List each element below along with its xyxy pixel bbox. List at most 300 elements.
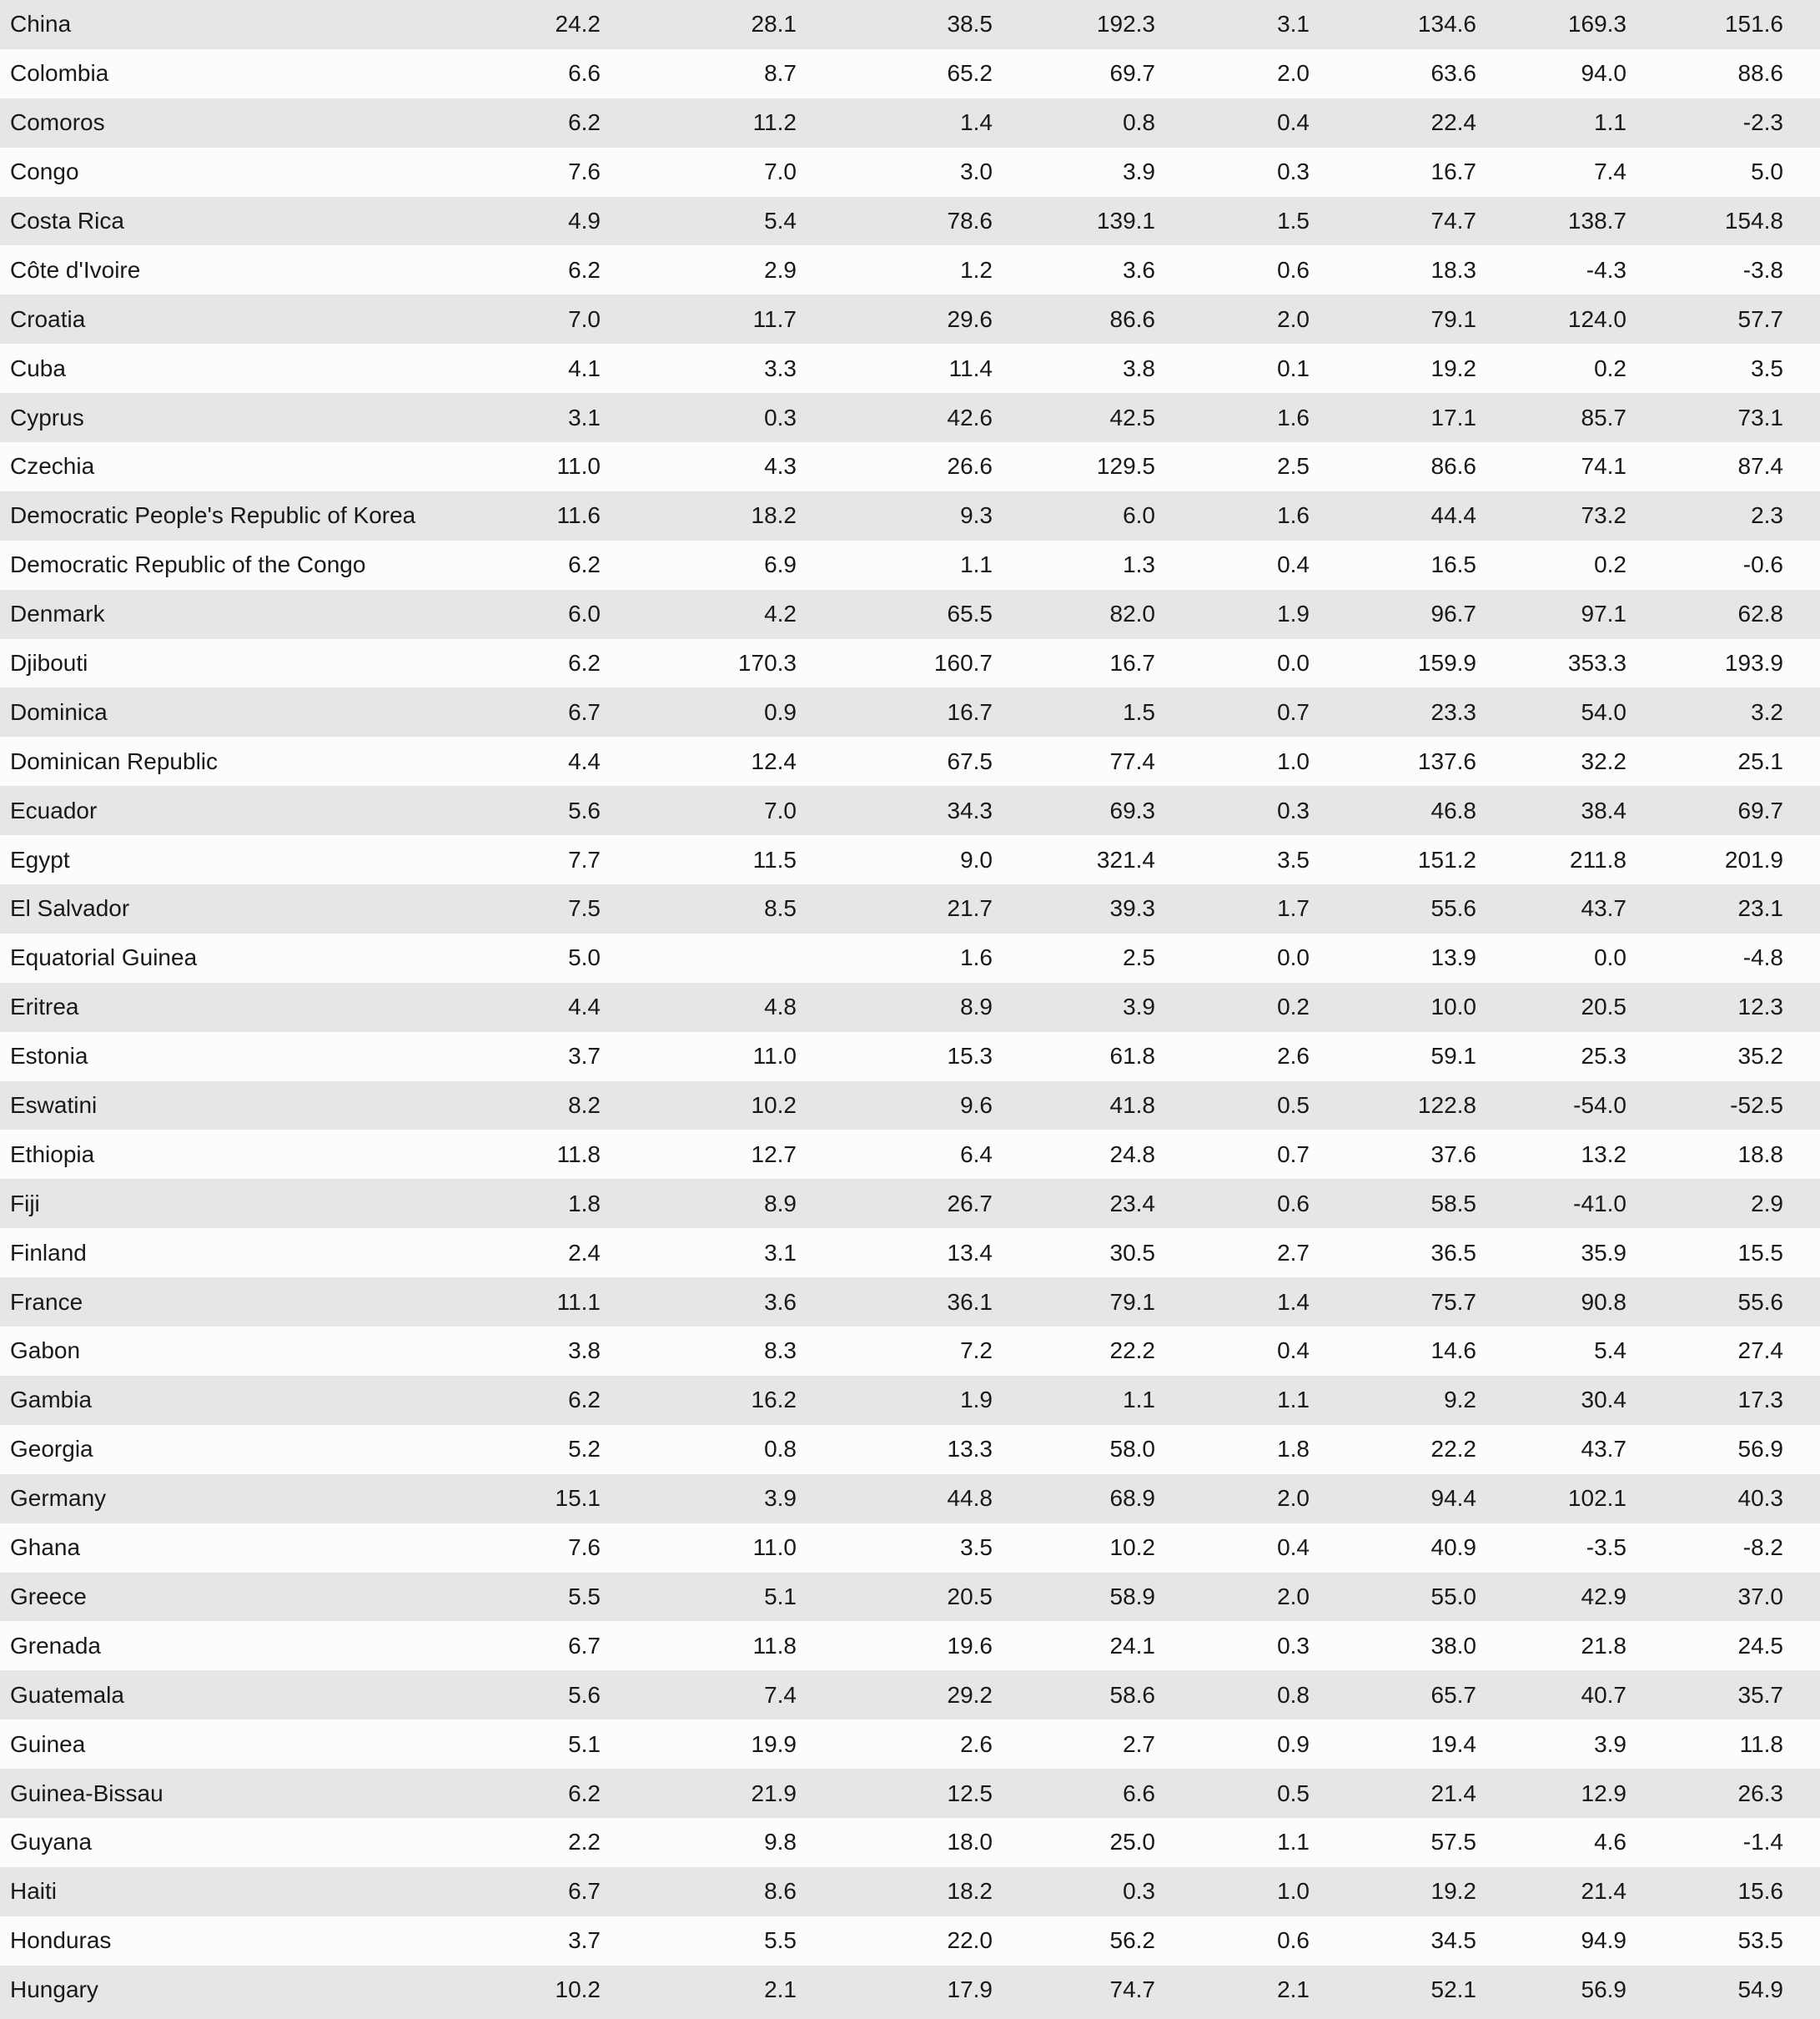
country-name-cell: Ecuador — [10, 797, 98, 823]
value-cell: 12.7 — [751, 1140, 797, 1167]
value-cell: 38.5 — [947, 11, 993, 38]
value-cell: 3.1 — [1277, 11, 1310, 38]
value-cell: 30.4 — [1581, 1387, 1626, 1413]
value-cell: 97.1 — [1581, 601, 1626, 627]
value-cell: 3.7 — [568, 1043, 601, 1070]
value-cell: 96.7 — [1430, 601, 1476, 627]
value-cell: 2.7 — [1277, 1239, 1310, 1266]
value-cell: 25.0 — [1109, 1829, 1155, 1855]
value-cell: 4.2 — [764, 601, 797, 627]
value-cell: 0.6 — [1277, 1190, 1310, 1216]
value-cell: 69.3 — [1109, 797, 1155, 823]
value-cell: 23.4 — [1109, 1190, 1155, 1216]
value-cell: 11.6 — [556, 502, 601, 529]
value-cell: 12.4 — [751, 748, 797, 774]
value-cell: 15.1 — [555, 1485, 601, 1512]
value-cell: -4.3 — [1586, 256, 1626, 283]
table-row — [0, 1130, 1820, 1179]
value-cell: 40.9 — [1430, 1534, 1476, 1561]
value-cell: 0.3 — [764, 404, 797, 430]
value-cell: 5.1 — [568, 1730, 601, 1757]
value-cell: 3.7 — [568, 1927, 601, 1954]
value-cell: 46.8 — [1430, 797, 1476, 823]
value-cell: 1.8 — [568, 1190, 601, 1216]
country-name-cell: Cuba — [10, 355, 66, 381]
value-cell: 6.6 — [1123, 1780, 1155, 1806]
value-cell: 54.0 — [1581, 698, 1626, 725]
value-cell: 4.4 — [568, 748, 601, 774]
value-cell — [601, 934, 797, 983]
value-cell: 58.5 — [1430, 1190, 1476, 1216]
value-cell: 56.9 — [1737, 1436, 1783, 1463]
value-cell: 40.7 — [1581, 1681, 1626, 1708]
value-cell: 42.6 — [947, 404, 993, 430]
value-cell: 0.5 — [1277, 1780, 1310, 1806]
country-name-cell: El Salvador — [10, 895, 130, 922]
country-name-cell: Estonia — [10, 1043, 88, 1070]
value-cell: 6.6 — [568, 60, 601, 87]
value-cell: 7.0 — [764, 159, 797, 185]
country-name-cell: Dominica — [10, 698, 108, 725]
country-name-cell: Gambia — [10, 1387, 93, 1413]
value-cell: 19.2 — [1430, 1878, 1476, 1905]
country-name-cell: Ghana — [10, 1534, 81, 1561]
table-row — [0, 245, 1820, 295]
country-name-cell: Côte d'Ivoire — [10, 256, 141, 283]
value-cell: 43.7 — [1581, 1436, 1626, 1463]
value-cell: 0.7 — [1277, 698, 1310, 725]
value-cell: 3.9 — [764, 1485, 797, 1512]
value-cell: 0.0 — [1277, 944, 1310, 971]
value-cell: 1.5 — [1123, 698, 1155, 725]
country-name-cell: Guinea-Bissau — [10, 1780, 163, 1806]
value-cell: 7.2 — [960, 1337, 993, 1364]
value-cell: 2.9 — [1751, 1190, 1783, 1216]
value-cell: 8.5 — [764, 895, 797, 922]
value-cell: 1.6 — [960, 944, 993, 971]
value-cell: 44.4 — [1430, 502, 1476, 529]
value-cell: 3.6 — [1123, 256, 1155, 283]
value-cell: 43.7 — [1581, 895, 1626, 922]
country-name-cell: Georgia — [10, 1436, 93, 1463]
country-name-cell: Gabon — [10, 1337, 81, 1364]
value-cell: 10.0 — [1430, 994, 1476, 1020]
value-cell: 137.6 — [1417, 748, 1476, 774]
value-cell: 59.1 — [1430, 1043, 1476, 1070]
value-cell: 62.8 — [1737, 601, 1783, 627]
value-cell: -41.0 — [1573, 1190, 1626, 1216]
value-cell: 170.3 — [737, 650, 797, 677]
value-cell: 2.4 — [568, 1239, 601, 1266]
value-cell: 21.9 — [751, 1780, 797, 1806]
value-cell: 9.2 — [1444, 1387, 1476, 1413]
country-name-cell: Comoros — [10, 109, 105, 136]
value-cell: 0.3 — [1123, 1878, 1155, 1905]
value-cell: 15.6 — [1737, 1878, 1783, 1905]
value-cell: 26.7 — [947, 1190, 993, 1216]
value-cell: 74.7 — [1109, 1976, 1155, 2003]
value-cell: 7.0 — [568, 305, 601, 332]
value-cell: 13.4 — [947, 1239, 993, 1266]
value-cell: 23.3 — [1430, 698, 1476, 725]
value-cell: 11.7 — [752, 305, 797, 332]
value-cell: 7.6 — [568, 159, 601, 185]
value-cell: 6.7 — [568, 1878, 601, 1905]
country-name-cell: Eritrea — [10, 994, 79, 1020]
value-cell: 4.4 — [568, 994, 601, 1020]
value-cell: 2.2 — [568, 1829, 601, 1855]
value-cell: 29.2 — [947, 1681, 993, 1708]
country-name-cell: Haiti — [10, 1878, 58, 1905]
value-cell: 8.2 — [568, 1092, 601, 1119]
value-cell: 6.0 — [568, 601, 601, 627]
table-row — [0, 1719, 1820, 1769]
table-row — [0, 1621, 1820, 1670]
value-cell: 17.1 — [1430, 404, 1476, 430]
value-cell: 1.8 — [1277, 1436, 1310, 1463]
value-cell: 21.4 — [1581, 1878, 1626, 1905]
value-cell: 8.9 — [764, 1190, 797, 1216]
value-cell: 41.8 — [1109, 1092, 1155, 1119]
value-cell: 6.2 — [568, 109, 601, 136]
table-row — [0, 344, 1820, 393]
value-cell: 9.3 — [960, 502, 993, 529]
value-cell: 3.8 — [1123, 355, 1155, 381]
country-name-cell: Croatia — [10, 305, 86, 332]
value-cell: 321.4 — [1096, 846, 1155, 873]
value-cell: 4.3 — [764, 453, 797, 480]
table-row — [0, 687, 1820, 737]
value-cell: 3.5 — [960, 1534, 993, 1561]
value-cell: 17.3 — [1737, 1387, 1783, 1413]
table-row — [0, 1032, 1820, 1081]
value-cell: -0.6 — [1742, 551, 1783, 578]
value-cell: 5.2 — [568, 1436, 601, 1463]
value-cell: 139.1 — [1096, 208, 1155, 234]
value-cell: 12.5 — [947, 1780, 993, 1806]
country-name-cell: Congo — [10, 159, 79, 185]
value-cell: 1.7 — [1277, 895, 1310, 922]
value-cell: 94.0 — [1581, 60, 1626, 87]
table-row — [0, 1867, 1820, 1916]
value-cell: 8.9 — [960, 994, 993, 1020]
country-name-cell: Ethiopia — [10, 1140, 95, 1167]
value-cell: 65.2 — [947, 60, 993, 87]
value-cell: 19.2 — [1430, 355, 1476, 381]
value-cell: -8.2 — [1742, 1534, 1783, 1561]
country-name-cell: Guatemala — [10, 1681, 124, 1708]
value-cell: 82.0 — [1109, 601, 1155, 627]
country-name-cell: Equatorial Guinea — [10, 944, 198, 971]
value-cell: -1.4 — [1742, 1829, 1783, 1855]
country-name-cell: Guinea — [10, 1730, 86, 1757]
value-cell: 2.1 — [1277, 1976, 1310, 2003]
value-cell: 54.9 — [1737, 1976, 1783, 2003]
country-name-cell: Czechia — [10, 453, 95, 480]
country-name-cell: Dominican Republic — [10, 748, 219, 774]
value-cell: 13.3 — [947, 1436, 993, 1463]
table-row — [0, 590, 1820, 639]
value-cell: 0.3 — [1277, 797, 1310, 823]
value-cell: 3.8 — [568, 1337, 601, 1364]
value-cell: 24.1 — [1109, 1632, 1155, 1659]
value-cell: 1.0 — [1277, 748, 1310, 774]
value-cell: 122.8 — [1417, 1092, 1476, 1119]
value-cell: 21.8 — [1581, 1632, 1626, 1659]
value-cell: 8.3 — [764, 1337, 797, 1364]
value-cell: 11.8 — [556, 1140, 601, 1167]
value-cell: 0.9 — [1277, 1730, 1310, 1757]
country-name-cell: Egypt — [10, 846, 70, 873]
value-cell: 1.0 — [1277, 1878, 1310, 1905]
table-row — [0, 98, 1820, 148]
value-cell: 16.7 — [1109, 650, 1155, 677]
value-cell: 94.4 — [1430, 1485, 1476, 1512]
value-cell: 19.4 — [1430, 1730, 1476, 1757]
value-cell: 19.6 — [947, 1632, 993, 1659]
value-cell: 7.0 — [764, 797, 797, 823]
value-cell: 8.7 — [764, 60, 797, 87]
value-cell: -3.5 — [1586, 1534, 1626, 1561]
value-cell: 0.2 — [1594, 355, 1626, 381]
value-cell: 78.6 — [947, 208, 993, 234]
value-cell: 1.9 — [1277, 601, 1310, 627]
value-cell: 22.2 — [1430, 1436, 1476, 1463]
table-row — [0, 786, 1820, 835]
value-cell: 36.5 — [1430, 1239, 1476, 1266]
value-cell: 10.2 — [1109, 1534, 1155, 1561]
value-cell: 4.1 — [568, 355, 601, 381]
table-row — [0, 1376, 1820, 1425]
value-cell: 151.6 — [1724, 11, 1783, 38]
table-row — [0, 1916, 1820, 1966]
value-cell: 0.1 — [1277, 355, 1310, 381]
value-cell: 169.3 — [1567, 11, 1626, 38]
value-cell: 1.5 — [1277, 208, 1310, 234]
value-cell: 11.0 — [752, 1534, 797, 1561]
table-row — [0, 1769, 1820, 1818]
value-cell: 151.2 — [1417, 846, 1476, 873]
value-cell: 2.3 — [1751, 502, 1783, 529]
value-cell: 6.2 — [568, 1780, 601, 1806]
value-cell: 56.9 — [1581, 1976, 1626, 2003]
value-cell: 1.4 — [1277, 1288, 1310, 1315]
country-name-cell: China — [10, 11, 72, 38]
value-cell: 0.6 — [1277, 1927, 1310, 1954]
table-row — [0, 1277, 1820, 1327]
value-cell: 5.0 — [1751, 159, 1783, 185]
value-cell: 90.8 — [1581, 1288, 1626, 1315]
value-cell: 11.4 — [948, 355, 993, 381]
value-cell: 0.0 — [1594, 944, 1626, 971]
value-cell: -4.8 — [1742, 944, 1783, 971]
value-cell: 11.8 — [1739, 1730, 1783, 1757]
value-cell: 22.4 — [1430, 109, 1476, 136]
value-cell: 2.6 — [960, 1730, 993, 1757]
value-cell: 26.6 — [947, 453, 993, 480]
value-cell: 25.1 — [1737, 748, 1783, 774]
value-cell: 16.5 — [1430, 551, 1476, 578]
value-cell: 56.2 — [1109, 1927, 1155, 1954]
value-cell: 0.3 — [1277, 1632, 1310, 1659]
value-cell: 73.1 — [1737, 404, 1783, 430]
table-row — [0, 393, 1820, 442]
value-cell: 20.5 — [1581, 994, 1626, 1020]
value-cell: 55.6 — [1430, 895, 1476, 922]
value-cell: 0.8 — [764, 1436, 797, 1463]
value-cell: 10.2 — [555, 1976, 601, 2003]
value-cell: 88.6 — [1737, 60, 1783, 87]
value-cell: 1.1 — [1277, 1387, 1310, 1413]
value-cell: 79.1 — [1430, 305, 1476, 332]
value-cell: 0.2 — [1277, 994, 1310, 1020]
value-cell: 6.2 — [568, 256, 601, 283]
country-name-cell: Greece — [10, 1583, 87, 1609]
value-cell: 1.1 — [1594, 109, 1626, 136]
table-row — [0, 934, 1820, 983]
value-cell: 6.2 — [568, 1387, 601, 1413]
value-cell: 63.6 — [1430, 60, 1476, 87]
value-cell: 3.9 — [1594, 1730, 1626, 1757]
value-cell: 9.0 — [960, 846, 993, 873]
value-cell: 9.8 — [764, 1829, 797, 1855]
country-name-cell: Democratic Republic of the Congo — [10, 551, 366, 578]
value-cell: 16.2 — [751, 1387, 797, 1413]
value-cell: 6.2 — [568, 650, 601, 677]
value-cell: 17.9 — [947, 1976, 993, 2003]
value-cell: 73.2 — [1581, 502, 1626, 529]
value-cell: 0.3 — [1277, 159, 1310, 185]
country-name-cell: Honduras — [10, 1927, 112, 1954]
value-cell: -2.3 — [1742, 109, 1783, 136]
value-cell: 5.1 — [764, 1583, 797, 1609]
value-cell: 55.6 — [1737, 1288, 1783, 1315]
table-row — [0, 0, 1820, 49]
country-name-cell: Guyana — [10, 1829, 93, 1855]
value-cell: 6.9 — [764, 551, 797, 578]
value-cell: 77.4 — [1109, 748, 1155, 774]
table-row — [0, 49, 1820, 98]
value-cell: 0.0 — [1277, 650, 1310, 677]
value-cell: 35.9 — [1581, 1239, 1626, 1266]
value-cell: 2.1 — [764, 1976, 797, 2003]
value-cell: 16.7 — [947, 698, 993, 725]
value-cell: 69.7 — [1109, 60, 1155, 87]
value-cell: 13.9 — [1430, 944, 1476, 971]
value-cell: 18.0 — [947, 1829, 993, 1855]
value-cell: 159.9 — [1417, 650, 1476, 677]
value-cell: 353.3 — [1567, 650, 1626, 677]
table-row — [0, 639, 1820, 688]
value-cell: 18.3 — [1430, 256, 1476, 283]
value-cell: 3.0 — [960, 159, 993, 185]
value-cell: 11.2 — [752, 109, 797, 136]
table-row — [0, 148, 1820, 197]
value-cell: 2.9 — [764, 256, 797, 283]
value-cell: 18.2 — [947, 1878, 993, 1905]
value-cell: 34.5 — [1430, 1927, 1476, 1954]
value-cell: 24.5 — [1737, 1632, 1783, 1659]
value-cell: 40.3 — [1737, 1485, 1783, 1512]
table-row — [0, 1523, 1820, 1573]
value-cell: 58.6 — [1109, 1681, 1155, 1708]
value-cell: 3.9 — [1123, 159, 1155, 185]
value-cell: 2.0 — [1277, 1583, 1310, 1609]
value-cell: 6.7 — [568, 1632, 601, 1659]
value-cell: 13.2 — [1581, 1140, 1626, 1167]
value-cell: 0.4 — [1277, 1534, 1310, 1561]
value-cell: 7.4 — [764, 1681, 797, 1708]
table-row — [0, 1228, 1820, 1277]
country-name-cell: Colombia — [10, 60, 109, 87]
value-cell: 24.8 — [1109, 1140, 1155, 1167]
value-cell: 0.8 — [1277, 1681, 1310, 1708]
value-cell: 37.0 — [1737, 1583, 1783, 1609]
value-cell: 74.7 — [1430, 208, 1476, 234]
value-cell: 124.0 — [1567, 305, 1626, 332]
value-cell: 53.5 — [1737, 1927, 1783, 1954]
value-cell: 23.1 — [1737, 895, 1783, 922]
value-cell: 42.5 — [1109, 404, 1155, 430]
value-cell: 52.1 — [1430, 1976, 1476, 2003]
value-cell: 22.0 — [947, 1927, 993, 1954]
value-cell: 8.6 — [764, 1878, 797, 1905]
table-row — [0, 884, 1820, 934]
value-cell: 3.6 — [764, 1288, 797, 1315]
value-cell: 34.3 — [947, 797, 993, 823]
value-cell: 35.2 — [1737, 1043, 1783, 1070]
value-cell: 1.1 — [1123, 1387, 1155, 1413]
value-cell: 24.2 — [555, 11, 601, 38]
value-cell: 11.8 — [752, 1632, 797, 1659]
value-cell: 0.6 — [1277, 256, 1310, 283]
value-cell: 2.5 — [1277, 453, 1310, 480]
value-cell: 12.9 — [1581, 1780, 1626, 1806]
value-cell: 5.6 — [568, 1681, 601, 1708]
value-cell: 2.5 — [1123, 944, 1155, 971]
value-cell: 29.6 — [947, 305, 993, 332]
value-cell: 0.8 — [1123, 109, 1155, 136]
value-cell: 12.3 — [1737, 994, 1783, 1020]
value-cell: 6.7 — [568, 698, 601, 725]
value-cell: 42.9 — [1581, 1583, 1626, 1609]
value-cell: 192.3 — [1096, 11, 1155, 38]
table-row — [0, 1179, 1820, 1228]
value-cell: 3.5 — [1751, 355, 1783, 381]
value-cell: 1.2 — [960, 256, 993, 283]
value-cell: 9.6 — [960, 1092, 993, 1119]
value-cell: -54.0 — [1573, 1092, 1626, 1119]
value-cell: 0.4 — [1277, 551, 1310, 578]
table-row — [0, 835, 1820, 884]
table-row — [0, 1425, 1820, 1474]
country-name-cell: Fiji — [10, 1190, 40, 1216]
country-name-cell: Hungary — [10, 1976, 98, 2003]
value-cell: 7.4 — [1594, 159, 1626, 185]
table-row — [0, 1081, 1820, 1130]
value-cell: 1.4 — [960, 109, 993, 136]
value-cell: 3.2 — [1751, 698, 1783, 725]
value-cell: 2.0 — [1277, 1485, 1310, 1512]
value-cell: 3.5 — [1277, 846, 1310, 873]
table-row — [0, 983, 1820, 1032]
value-cell: 129.5 — [1096, 453, 1155, 480]
table-row — [0, 491, 1820, 541]
value-cell: 58.0 — [1109, 1436, 1155, 1463]
value-cell: 2.7 — [1123, 1730, 1155, 1757]
value-cell: 3.1 — [764, 1239, 797, 1266]
country-name-cell: Cyprus — [10, 404, 84, 430]
